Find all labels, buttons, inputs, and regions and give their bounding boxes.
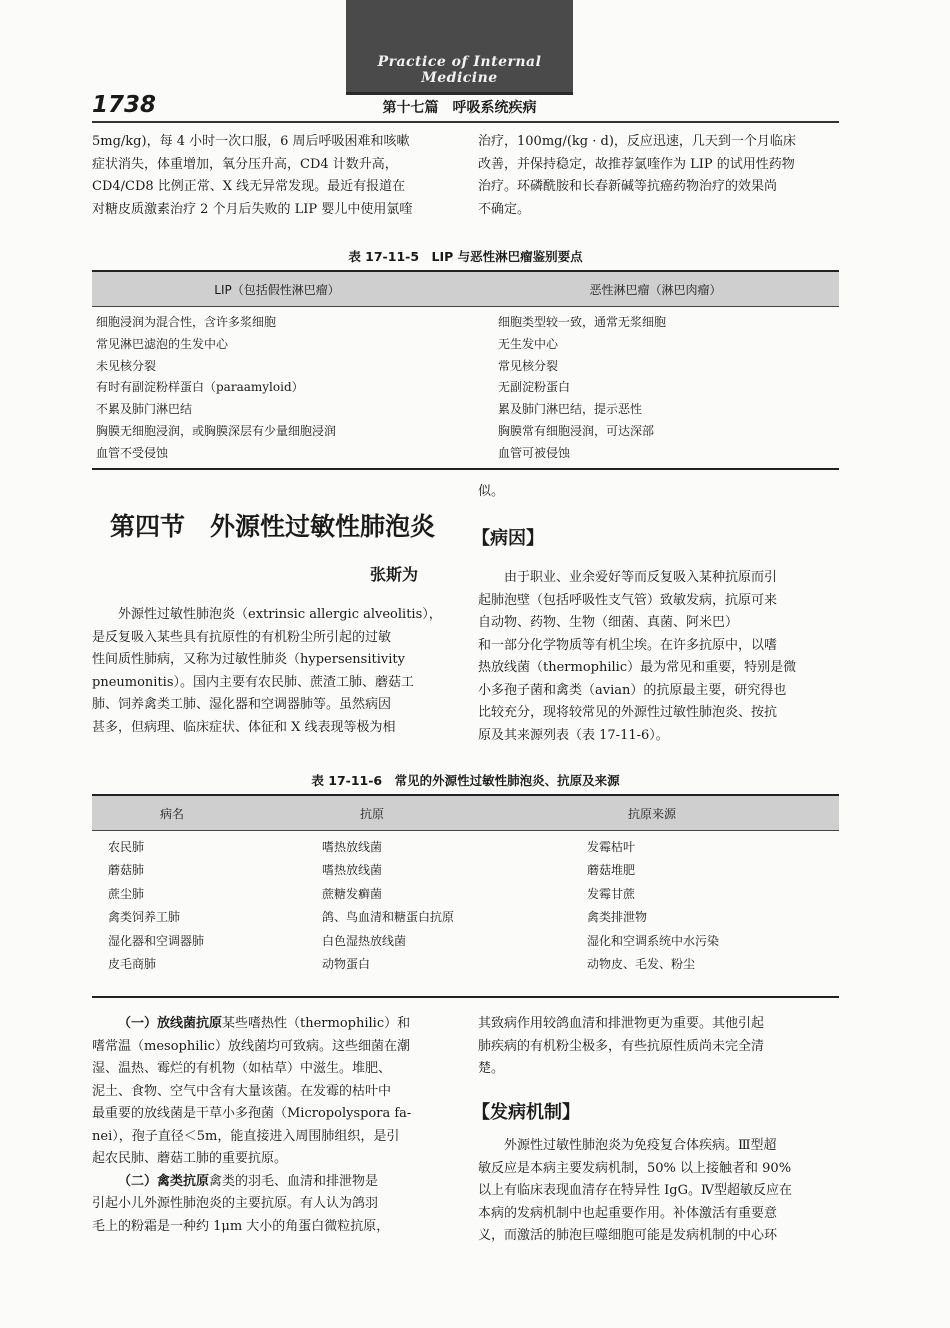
table2-cell: 发霉甘蔗 bbox=[587, 886, 636, 901]
text-run: 禽类的羽毛、血清和排泄物是 bbox=[209, 1173, 379, 1189]
table2-col1 bbox=[108, 836, 308, 976]
table2-cell: 禽类饲养工肺 bbox=[108, 910, 181, 925]
intro-column bbox=[92, 604, 448, 739]
bottom-left-column bbox=[92, 1013, 448, 1238]
table1-col2 bbox=[498, 312, 838, 465]
text-line: 其致病作用较鸽血清和排泄物更为重要。其他引起 bbox=[478, 1016, 765, 1031]
text-line: 湿、温热、霉烂的有机物（如枯草）中滋生。堆肥、 bbox=[92, 1061, 392, 1076]
mechanism-column bbox=[478, 1135, 838, 1248]
text-line: 热放线菌（thermophilic）最为常见和重要，特别是微 bbox=[478, 660, 797, 675]
table2-col2 bbox=[322, 836, 572, 976]
text-line: nei），孢子直径＜5m，能直接进入周围肺组织，是引 bbox=[92, 1128, 400, 1144]
text-run: 某些嗜热性（thermophilic）和 bbox=[222, 1016, 411, 1031]
table2-caption: 表 17-11-6 常见的外源性过敏性肺泡炎、抗原及来源 bbox=[311, 773, 620, 788]
table2-cell: 发霉枯叶 bbox=[587, 840, 636, 854]
text-line: 5mg/kg)，每 4 小时一次口服，6 周后呼吸困难和咳嗽 bbox=[92, 134, 410, 149]
table2-cell: 白色湿热放线菌 bbox=[322, 933, 407, 948]
text-line: 起农民肺、蘑菇工肺的重要抗原。 bbox=[92, 1151, 288, 1166]
author: 张斯为 bbox=[370, 565, 419, 584]
table1-bottom-rule bbox=[92, 468, 839, 470]
journal-name: Practice of Internal Medicine bbox=[377, 54, 542, 86]
top-right-column bbox=[478, 131, 838, 221]
etiology-heading: 【病因】 bbox=[472, 528, 544, 549]
page-number: 1738 bbox=[92, 92, 157, 118]
table2-cell: 湿化和空调系统中水污染 bbox=[587, 933, 720, 948]
table1-cell: 不累及肺门淋巴结 bbox=[96, 402, 193, 417]
table2-header-col3: 抗原来源 bbox=[627, 807, 676, 821]
table2-cell: 蔗糖发癣菌 bbox=[322, 886, 383, 901]
text-line: 治疗，100mg/(kg · d)，反应迅速，几天到一个月临床 bbox=[478, 134, 796, 149]
table2-cell: 动物皮、毛发、粉尘 bbox=[587, 957, 696, 972]
table2-cell: 蘑菇肺 bbox=[108, 863, 145, 878]
text-line: 以上有临床表现血清存在特异性 IgG。Ⅳ型超敏反应在 bbox=[478, 1183, 792, 1198]
table1-cell: 累及肺门淋巴结，提示恶性 bbox=[498, 402, 643, 417]
table1-header bbox=[92, 272, 839, 306]
text-line: 由于职业、业余爱好等而反复吸入某种抗原而引 bbox=[504, 570, 778, 585]
text-line: 原及其来源列表（表 17-11-6）。 bbox=[478, 727, 669, 743]
text-line: 和一部分化学物质等有机尘埃。在许多抗原中，以嗜 bbox=[478, 637, 778, 653]
running-title: 第十七篇 呼吸系统疾病 bbox=[382, 100, 537, 116]
text-line: 义，而激活的肺泡巨噬细胞可能是发病机制的中心环 bbox=[478, 1228, 778, 1243]
table1-cell: 常见淋巴滤泡的生发中心 bbox=[96, 336, 229, 351]
text-line: pneumonitis）。国内主要有农民肺、蔗渣工肺、蘑菇工 bbox=[92, 674, 414, 690]
table2-cell: 湿化器和空调器肺 bbox=[108, 933, 205, 948]
table2-cell: 皮毛商肺 bbox=[108, 957, 157, 972]
table2-header-col1: 病名 bbox=[159, 807, 184, 821]
table2-cell: 动物蛋白 bbox=[322, 957, 371, 972]
table1-header-col2: 恶性淋巴瘤（淋巴肉瘤） bbox=[589, 283, 722, 297]
text-line: 比较充分，现将较常见的外源性过敏性肺泡炎、按抗 bbox=[478, 705, 778, 720]
text-line: 性间质性肺病，又称为过敏性肺炎（hypersensitivity bbox=[92, 652, 405, 667]
table2-cell: 鸽、鸟血清和糖蛋白抗原 bbox=[322, 910, 455, 925]
text-line: 症状消失，体重增加，氧分压升高，CD4 计数升高， bbox=[92, 156, 398, 172]
text-line: 楚。 bbox=[478, 1061, 505, 1076]
table1-cell: 胸膜无细胞浸润，或胸膜深层有少量细胞浸润 bbox=[96, 423, 337, 438]
mechanism-heading: 【发病机制】 bbox=[472, 1102, 580, 1123]
table2-header bbox=[92, 796, 839, 830]
text-line: 敏反应是本病主要发病机制，50% 以上接触者和 90% bbox=[478, 1160, 792, 1176]
table1-header-col1: LIP（包括假性淋巴瘤） bbox=[214, 283, 340, 297]
section-title: 第四节 外源性过敏性肺泡炎 bbox=[110, 512, 436, 541]
journal-banner bbox=[346, 0, 573, 95]
text-line: 自动物、药物、生物（细菌、真菌、阿米巴） bbox=[478, 615, 739, 630]
header-rule bbox=[92, 121, 839, 123]
table1-caption: 表 17-11-5 LIP 与恶性淋巴瘤鉴别要点 bbox=[348, 249, 583, 264]
text-line: 肺、饲养禽类工肺、湿化器和空调器肺等。虽然病因 bbox=[92, 697, 392, 712]
text-line: 外源性过敏性肺泡炎（extrinsic allergic alveolitis）， bbox=[118, 607, 442, 622]
table2-header-rule bbox=[92, 830, 839, 831]
text-line: 甚多，但病理、临床症状、体征和 X 线表现等极为相 bbox=[92, 719, 396, 735]
table1-cell: 胸膜常有细胞浸润，可达深部 bbox=[498, 423, 655, 438]
text-line: 肺疾病的有机粉尘极多，有些抗原性质尚未完全清 bbox=[478, 1038, 765, 1054]
table2-cell: 蘑菇堆肥 bbox=[587, 863, 636, 878]
table2-cell: 农民肺 bbox=[108, 840, 145, 854]
table2-cell: 嗜热放线菌 bbox=[322, 840, 383, 854]
table1-cell: 细胞类型较一致，通常无浆细胞 bbox=[498, 315, 667, 329]
subheading-actinomycetes: （一）放线菌抗原 bbox=[118, 1016, 223, 1031]
table1-cell: 有时有副淀粉样蛋白（paraamyloid） bbox=[96, 380, 304, 395]
table2-bottom-rule bbox=[92, 996, 839, 998]
subheading-avian: （二）禽类抗原 bbox=[118, 1173, 210, 1189]
table1-cell: 细胞浸润为混合性，含许多浆细胞 bbox=[96, 315, 277, 329]
table1-cell: 无副淀粉蛋白 bbox=[498, 380, 571, 395]
text-line: 最重要的放线菌是干草小多孢菌（Micropolyspora fa- bbox=[92, 1106, 412, 1121]
table1-cell: 血管可被侵蚀 bbox=[498, 445, 571, 460]
text-line: 不确定。 bbox=[478, 201, 531, 217]
table2-cell: 蔗尘肺 bbox=[108, 886, 145, 901]
table2-header-col2: 抗原 bbox=[359, 807, 384, 821]
etiology-column bbox=[478, 567, 838, 747]
continuation-line: 似。 bbox=[478, 484, 505, 499]
table1-cell: 血管不受侵蚀 bbox=[96, 445, 169, 460]
bottom-right-column bbox=[478, 1013, 838, 1081]
text-line: 起肺泡壁（包括呼吸性支气管）致敏发病，抗原可来 bbox=[478, 592, 778, 608]
table1-header-rule bbox=[92, 306, 839, 307]
table2-cell: 禽类排泄物 bbox=[587, 910, 648, 925]
text-line: 外源性过敏性肺泡炎为免疫复合体疾病。Ⅲ型超 bbox=[504, 1138, 777, 1153]
text-line: 泥土、食物、空气中含有大量该菌。在发霉的枯叶中 bbox=[92, 1083, 392, 1099]
text-line: 改善，并保持稳定，故推荐氯喹作为 LIP 的试用性药物 bbox=[478, 156, 795, 172]
text-line: 治疗。环磷酰胺和长春新碱等抗癌药物治疗的效果尚 bbox=[478, 179, 778, 194]
table1-cell: 无生发中心 bbox=[498, 336, 559, 351]
table1-cell: 未见核分裂 bbox=[96, 358, 157, 373]
top-left-column bbox=[92, 131, 448, 221]
text-line: 引起小儿外源性肺泡炎的主要抗原。有人认为鸽羽 bbox=[92, 1196, 379, 1211]
table2-cell: 嗜热放线菌 bbox=[322, 863, 383, 878]
text-line: 嗜常温（mesophilic）放线菌均可致病。这些细菌在潮 bbox=[92, 1038, 410, 1054]
table1-cell: 常见核分裂 bbox=[498, 358, 559, 373]
text-line: 本病的发病机制中也起重要作用。补体激活有重要意 bbox=[478, 1205, 778, 1221]
table1-col1 bbox=[96, 312, 466, 465]
text-line: 小多孢子菌和禽类（avian）的抗原最主要，研究得也 bbox=[478, 682, 787, 698]
text-line: 毛上的粉霜是一种约 1μm 大小的角蛋白微粒抗原， bbox=[92, 1218, 390, 1234]
table2-col3 bbox=[587, 836, 837, 976]
text-line: 对糖皮质激素治疗 2 个月后失败的 LIP 婴儿中使用氯喹 bbox=[92, 201, 413, 217]
text-line: CD4/CD8 比例正常、X 线无异常发现。最近有报道在 bbox=[92, 179, 406, 194]
text-line: 是反复吸入某些具有抗原性的有机粉尘所引起的过敏 bbox=[92, 629, 392, 645]
